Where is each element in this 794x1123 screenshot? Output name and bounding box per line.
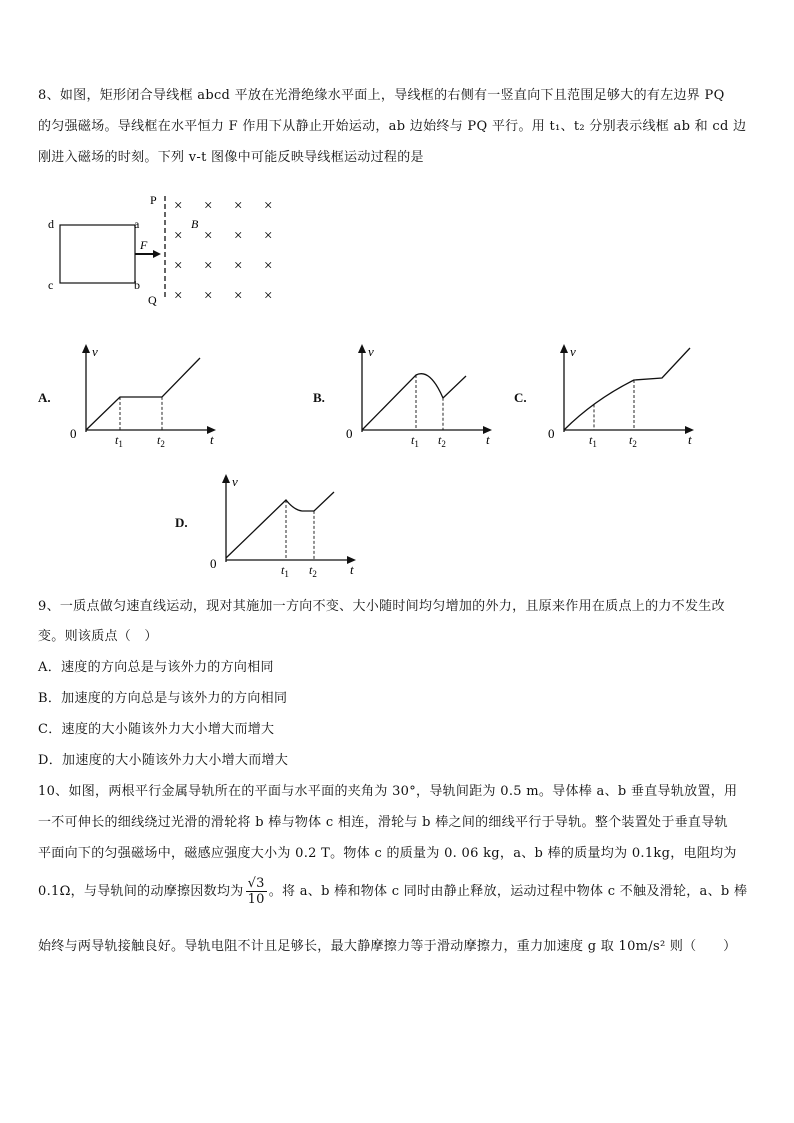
force-label: F bbox=[140, 238, 148, 252]
field-cross: × bbox=[234, 288, 243, 304]
q8-line-3: 刚进入磁场的时刻。下列 v-t 图像中可能反映导线框运动过程的是 bbox=[38, 150, 424, 165]
field-cross: × bbox=[174, 288, 183, 304]
q10-line-3: 平面向下的匀强磁场中，磁感应强度大小为 0.2 T。物体 c 的质量为 0. 06 kg，a、b 棒的质量均为 0.1kg，电阻均为 bbox=[38, 846, 737, 861]
t2-tick-label: $t_2$ bbox=[438, 433, 446, 448]
field-cross: × bbox=[174, 198, 183, 214]
v-axis-arrowhead bbox=[82, 344, 90, 353]
t2-tick-label: $t_2$ bbox=[629, 433, 637, 448]
option-D-label: D. bbox=[175, 515, 188, 530]
t-axis-label: t bbox=[688, 432, 692, 447]
field-B-label: B bbox=[191, 217, 199, 231]
origin-label: 0 bbox=[70, 426, 77, 441]
t1-tick-label: $t_1$ bbox=[281, 563, 289, 578]
v-t-curve bbox=[86, 358, 200, 430]
option-B-label: B. bbox=[313, 390, 325, 405]
field-cross: × bbox=[174, 228, 183, 244]
corner-a-label: a bbox=[134, 217, 140, 231]
v-axis-arrowhead bbox=[222, 474, 230, 483]
corner-c-label: c bbox=[48, 278, 54, 292]
v-t-curve bbox=[362, 374, 466, 430]
origin-label: 0 bbox=[548, 426, 555, 441]
fraction-numerator: √3 bbox=[247, 876, 265, 891]
field-cross: × bbox=[234, 228, 243, 244]
option-B-graph bbox=[338, 340, 498, 448]
option-D-graph bbox=[202, 470, 362, 578]
v-t-curve bbox=[226, 492, 334, 558]
field-cross: × bbox=[234, 198, 243, 214]
option-A-graph bbox=[62, 340, 222, 448]
q8-line-1: 8、如图，矩形闭合导线框 abcd 平放在光滑绝缘水平面上，导线框的右侧有一竖直向下且范围足够大的有左边界 PQ bbox=[38, 88, 725, 103]
field-cross: × bbox=[204, 228, 213, 244]
field-cross: × bbox=[204, 258, 213, 274]
wire-frame bbox=[60, 225, 135, 283]
q10-line-4 bbox=[38, 876, 747, 907]
t-axis-label: t bbox=[486, 432, 490, 447]
q9-option-B: B．加速度的方向总是与该外力的方向相同 bbox=[38, 691, 288, 706]
field-cross: × bbox=[264, 198, 273, 214]
field-cross: × bbox=[264, 228, 273, 244]
q10-line-4-start: 0.1Ω，与导轨间的动摩擦因数均为 bbox=[38, 884, 244, 899]
v-axis-label: v bbox=[92, 344, 98, 359]
v-axis-label: v bbox=[368, 344, 374, 359]
q9-option-A: A．速度的方向总是与该外力的方向相同 bbox=[38, 660, 274, 675]
q9-line-2: 变。则该质点（ ） bbox=[38, 629, 158, 644]
corner-d-label: d bbox=[48, 217, 54, 231]
v-axis-label: v bbox=[232, 474, 238, 489]
q8-line-2: 的匀强磁场。导线框在水平恒力 F 作用下从静止开始运动，ab 边始终与 PQ 平行。用 t₁、t₂ 分别表示线框 ab 和 cd 边 bbox=[38, 119, 747, 134]
field-cross: × bbox=[174, 258, 183, 274]
v-t-curve bbox=[564, 348, 690, 430]
t1-tick-label: $t_1$ bbox=[411, 433, 419, 448]
q10-line-4-end: 。将 a、b 棒和物体 c 同时由静止释放，运动过程中物体 c 不触及滑轮，a、b 棒 bbox=[268, 884, 748, 899]
origin-label: 0 bbox=[210, 556, 217, 571]
t-axis-label: t bbox=[210, 432, 214, 447]
q9-option-D: D．加速度的大小随该外力大小增大而增大 bbox=[38, 753, 289, 768]
field-cross: × bbox=[264, 258, 273, 274]
q8-figure bbox=[44, 190, 294, 310]
option-C-graph bbox=[540, 340, 700, 448]
t2-tick-label: $t_2$ bbox=[157, 433, 165, 448]
field-cross: × bbox=[204, 198, 213, 214]
v-axis-label: v bbox=[570, 344, 576, 359]
field-cross: × bbox=[234, 258, 243, 274]
option-C-label: C. bbox=[514, 390, 527, 405]
q9-line-1: 9、一质点做匀速直线运动，现对其施加一方向不变、大小随时间均匀增加的外力，且原来作用在质点上的力不发生改 bbox=[38, 599, 725, 614]
fraction-denominator: 10 bbox=[247, 892, 265, 907]
q10-line-1: 10、如图，两根平行金属导轨所在的平面与水平面的夹角为 30°，导轨间距为 0.5 m。导体棒 a、b 垂直导轨放置，用 bbox=[38, 784, 738, 799]
t2-tick-label: $t_2$ bbox=[309, 563, 317, 578]
corner-b-label: b bbox=[134, 278, 140, 292]
q10-line-5: 始终与两导轨接触良好。导轨电阻不计且足够长，最大静摩擦力等于滑动摩擦力，重力加速度 g 取 10m/s² 则（ ） bbox=[38, 939, 737, 954]
t-axis-label: t bbox=[350, 562, 354, 577]
field-cross: × bbox=[204, 288, 213, 304]
option-A-label: A. bbox=[38, 390, 51, 405]
force-arrowhead bbox=[153, 250, 161, 258]
v-axis-arrowhead bbox=[560, 344, 568, 353]
friction-coefficient-fraction bbox=[246, 876, 267, 907]
boundary-Q-label: Q bbox=[148, 293, 157, 307]
q10-line-2: 一不可伸长的细线绕过光滑的滑轮将 b 棒与物体 c 相连，滑轮与 b 棒之间的细线平行于导轨。整个装置处于垂直导轨 bbox=[38, 815, 728, 830]
q9-option-C: C．速度的大小随该外力大小增大而增大 bbox=[38, 722, 275, 737]
magnetic-field-crosses bbox=[174, 198, 272, 304]
boundary-P-label: P bbox=[150, 193, 157, 207]
t1-tick-label: $t_1$ bbox=[589, 433, 597, 448]
origin-label: 0 bbox=[346, 426, 353, 441]
t1-tick-label: $t_1$ bbox=[115, 433, 123, 448]
v-axis-arrowhead bbox=[358, 344, 366, 353]
field-cross: × bbox=[264, 288, 273, 304]
